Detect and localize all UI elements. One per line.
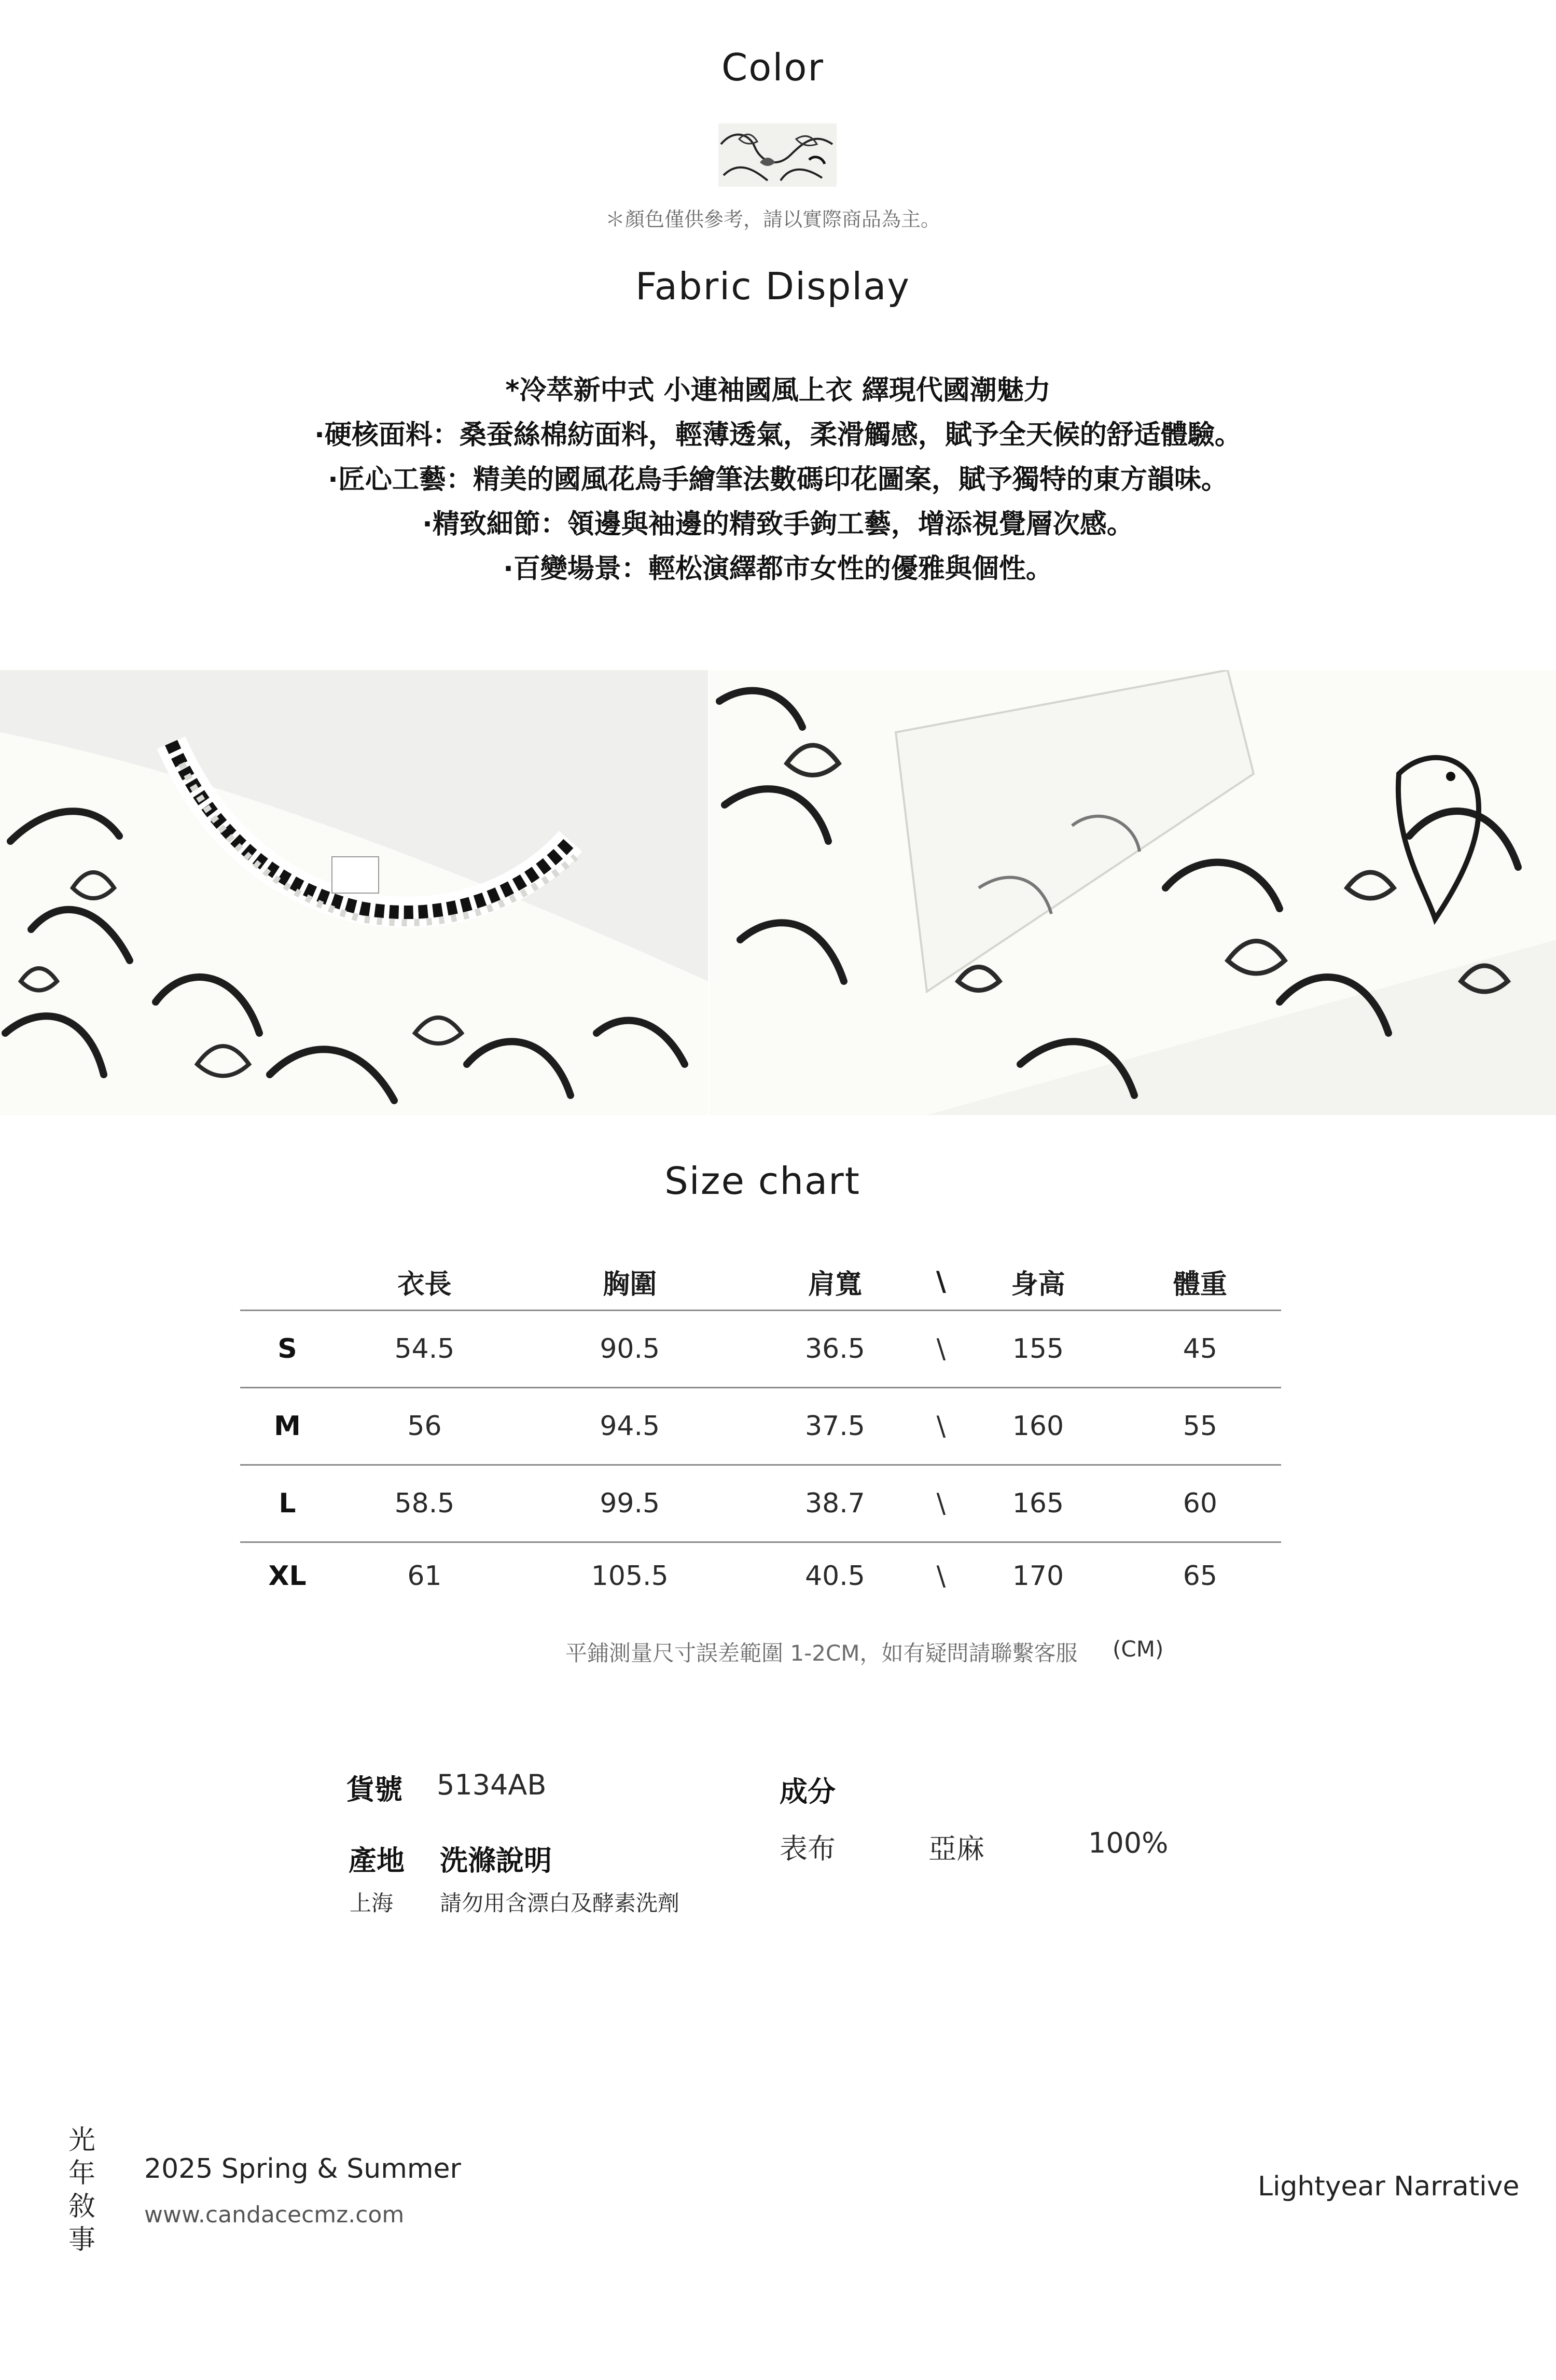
table-cell: 58.5 (335, 1465, 515, 1542)
color-disclaimer: ＊顏色僅供參考，請以實際商品為主。 (605, 208, 940, 231)
origin-value: 上海 (350, 1890, 394, 1916)
table-cell: 37.5 (745, 1388, 925, 1465)
table-cell: 45 (1119, 1311, 1281, 1388)
table-cell: \ (925, 1465, 957, 1542)
header-cell (240, 1254, 335, 1311)
table-cell: 99.5 (515, 1465, 745, 1542)
table-row (240, 1465, 1281, 1542)
table-cell: \ (925, 1311, 957, 1388)
header-cell: 胸圍 (515, 1254, 745, 1311)
table-cell: 54.5 (335, 1311, 515, 1388)
header-cell: \ (925, 1254, 957, 1311)
header-cell: 衣長 (335, 1254, 515, 1311)
origin-label: 產地 (349, 1844, 405, 1877)
sku-label: 貨號 (346, 1773, 402, 1806)
fabric-description (0, 368, 1556, 591)
vertical-brand-logo (66, 2124, 98, 2257)
color-swatch[interactable] (718, 123, 837, 187)
header-cell: 身高 (957, 1254, 1119, 1311)
size-label: S (240, 1311, 335, 1388)
composition-part: 表布 (780, 1832, 836, 1865)
fabric-line: ·硬核面料：桑蚕絲棉紡面料，輕薄透氣，柔滑觸感，賦予全天候的舒适體驗。 (314, 420, 1242, 451)
table-row (240, 1542, 1281, 1610)
fabric-line: ·匠心工藝：精美的國風花鳥手繪筆法數碼印花圖案，賦予獨特的東方韻味。 (328, 464, 1228, 495)
table-cell: 55 (1119, 1388, 1281, 1465)
table-cell: 60 (1119, 1465, 1281, 1542)
table-row (240, 1388, 1281, 1465)
header-cell: 體重 (1119, 1254, 1281, 1311)
size-label: L (240, 1465, 335, 1542)
table-cell: 170 (1012, 1561, 1064, 1592)
brand-char: 事 (68, 2224, 95, 2256)
sku-value: 5134AB (437, 1769, 547, 1801)
table-cell: \ (925, 1388, 957, 1465)
season-label: 2025 Spring & Summer (144, 2153, 461, 2184)
table-cell: 36.5 (745, 1311, 925, 1388)
brand-char: 敘 (68, 2191, 95, 2222)
table-cell: 94.5 (515, 1388, 745, 1465)
table-cell: 56 (335, 1388, 515, 1465)
composition-material: 亞麻 (928, 1832, 984, 1865)
header-cell: 肩寬 (745, 1254, 925, 1311)
composition-label: 成分 (780, 1775, 836, 1808)
table-cell: 90.5 (515, 1311, 745, 1388)
composition-percent: 100% (1088, 1827, 1169, 1859)
brand-char: 年 (68, 2158, 95, 2189)
website-link[interactable]: www.candacecmz.com (144, 2202, 405, 2228)
table-cell: 40.5 (805, 1561, 865, 1592)
table-cell: \ (936, 1561, 946, 1592)
table-cell: 105.5 (591, 1561, 669, 1592)
size-tolerance-note: 平鋪測量尺寸誤差範圍 1-2CM，如有疑問請聯繫客服 (565, 1640, 1078, 1666)
table-row (240, 1311, 1281, 1388)
wash-label: 洗滌說明 (440, 1844, 552, 1877)
table-cell: 38.7 (745, 1465, 925, 1542)
brand-english-name: Lightyear Narrative (1258, 2171, 1520, 2202)
brand-char: 光 (68, 2125, 95, 2156)
fabric-line: ·百變場景：輕松演繹都市女性的優雅與個性。 (503, 553, 1053, 584)
size-label: XL (268, 1561, 307, 1592)
fabric-line: ·精致細節：領邊與袖邊的精致手鉤工藝，增添視覺層次感。 (422, 509, 1134, 540)
wash-value: 請勿用含漂白及酵素洗劑 (440, 1890, 680, 1916)
fabric-line: *冷萃新中式 小連袖國風上衣 繹現代國潮魅力 (505, 375, 1051, 406)
table-cell: 160 (957, 1388, 1119, 1465)
size-table (240, 1254, 1281, 1609)
color-title: Color (721, 46, 824, 89)
table-cell: 155 (957, 1311, 1119, 1388)
table-cell: 61 (407, 1561, 442, 1592)
fabric-title: Fabric Display (635, 265, 911, 308)
table-cell: 165 (957, 1465, 1119, 1542)
size-unit: (CM) (1113, 1636, 1164, 1662)
size-chart-title: Size chart (664, 1159, 860, 1203)
size-table-header (240, 1254, 1281, 1311)
sleeve-print-detail-photo (709, 670, 1556, 1115)
collar-detail-photo (0, 670, 708, 1115)
table-cell: 65 (1183, 1561, 1217, 1592)
size-label: M (240, 1388, 335, 1465)
